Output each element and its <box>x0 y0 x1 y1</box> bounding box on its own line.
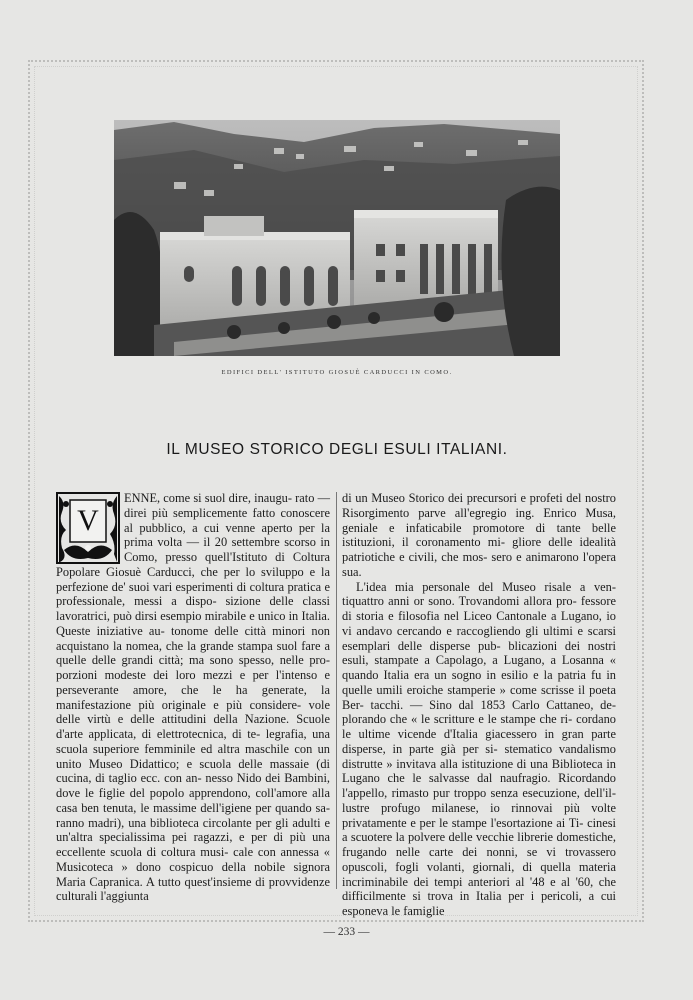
photo-caption: EDIFICI DELL' ISTITUTO GIOSUÈ CARDUCCI IN COMO. <box>221 369 453 376</box>
paragraph: L'idea mia personale del Museo risale a ven- tiquattro anni or sono. Trovandomi allora pro- fessore di storia e filosofia nel Liceo Cantonale a Lugano, io vi andavo cercando e raccogliendo gli ultimi e scarsi esemplari delle disperse pub- blicazioni dei nostri esuli, stampate a Capolago, a Lugano, a Losanna « quando Italia era un sogno in esilio e la patria fu in quelle umili eroiche stamperie » come scrisse il poeta Ber- tacchi. — Sino dal 1853 Carlo Cattaneo, de- plorando che « le scritture e le stampe che ri- cordano le ultime vicende d'Italia giacessero in gran parte disperse, in parte già per si- stematico vandalismo distrutte » invitava alla istituzione di una Biblioteca in Lugano che le salvasse dal naufragio. Ricordando l'appello, rimasto pur troppo senza esecuzione, dell'il- lustre profugo milanese, io rinnovai più volte privatamente e per le stampe l'esortazione ai Ti- cinesi a scuotere la polvere delle vecchie librerie domestiche, frugando nelle carte dei nonni, se vi trovassero opuscoli, fogli volanti, giornali, di quella materia incriminabile dei tempi anteriori al '48 e al '60, che difficilmente si trova in Italia per i pericoli, a cui esponeva le famiglie <box>342 579 616 918</box>
text-column-left <box>56 491 330 904</box>
paragraph: ENNE, come si suol dire, inaugu- rato — direi più semplicemente fatto conoscere al pubblico, a cui venne aperto per la prima volta — il 20 settembre scorso in Como, presso quell'Istituto di Coltura Popolare Giosuè Carducci, che per lo sviluppo e la perfezione de' suoi vari esperimenti di coltura pratica e professionale, messi a dispo- sizione delle classi lavoratrici, può dirsi esempio mirabile e unico in Italia. Queste iniziative au- tonome delle città minori non acquistano la nomea, che la grande stampa suol fare a quelle delle grandi città; ma sono spesso, nelle pro- porzioni modeste dei loro mezzi e per l'intenso e perseverante amore, che le ha generate, la manifestazione più originale e più considere- vole delle virtù e delle attitudini della Nazione. Scuole d'arte applicata, di elettrotecnica, di te- legrafia, una scuola superiore femminile ed altra maschile con un unito Museo Didattico; e scuola delle massaie (di cucina, di taglio ecc. con an- nesso Nido dei Bambini, dove le figlie del popolo apprendono, coll'amore alla casa ben tenuta, le massime dell'igiene per quando sa- ranno madri), una biblioteca circolante per gli adulti e un'altra specialissima pei ragazzi, e per di più una eccellente scuola di coltura musi- cale con annessa « Musicoteca » dono cospicuo della nobile signora Maria Capranica. A tutto quest'insieme di provvidenze culturali l'aggiunta <box>56 491 330 904</box>
page-number: — 233 — <box>323 926 370 938</box>
paragraph: di un Museo Storico dei precursori e profeti del nostro Risorgimento parve all'egregio ing. Enrico Musa, geniale e infaticabile promotore di tante belle istituzioni, il coronamento mi- gliore delle idealità patriotiche e civili, che mos- sero e animarono l'opera sua. <box>342 491 616 579</box>
article-title: IL MUSEO STORICO DEGLI ESULI ITALIANI. <box>166 441 508 458</box>
column-divider <box>336 492 337 889</box>
text-column-right <box>342 491 616 919</box>
decorative-initial <box>56 492 120 564</box>
photograph-istituto-carducci <box>114 120 560 356</box>
initial-letter: V <box>77 504 99 537</box>
